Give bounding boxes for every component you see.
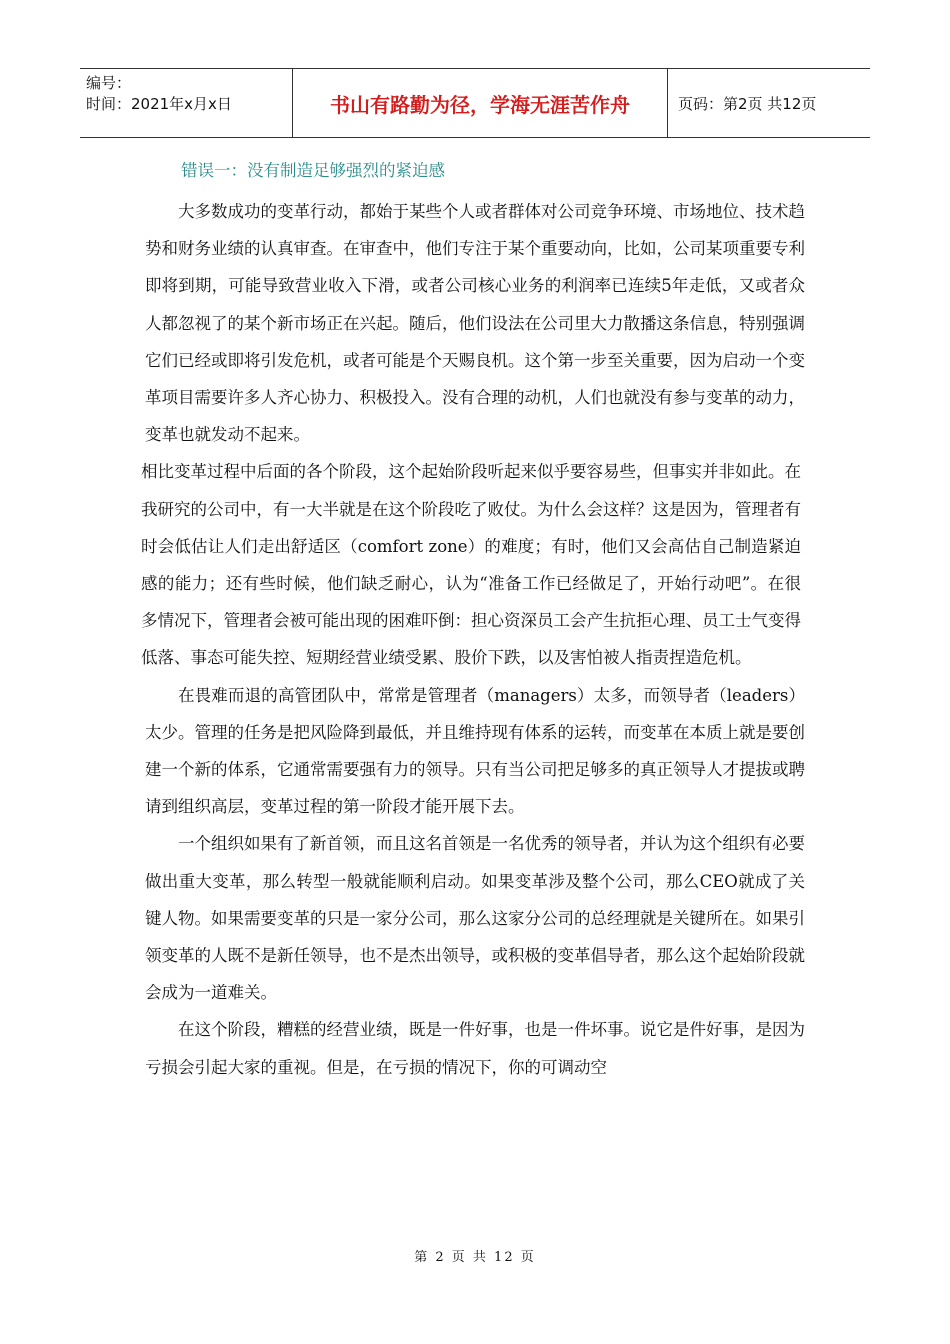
header-motto: 书山有路勤为径，学海无涯苦作舟 xyxy=(293,69,668,137)
paragraph-2: 相比变革过程中后面的各个阶段，这个起始阶段听起来似乎要容易些，但事实并非如此。在我研究的公司中，有一大半就是在这个阶段吃了败仗。为什么会这样？这是因为，管理者有时会低估让人们走出舒适区（comfort zone）的难度；有时，他们又会高估自己制造紧迫感的能力；还有些时候，他们缺乏耐心，认为“准备工作已经做足了，开始行动吧”。在很多情况下，管理者会被可能出现的困难吓倒：担心资深员工会产生抗拒心理、员工士气变得低落、事态可能失控、短期经营业绩受累、股价下跌，以及害怕被人指责捏造危机。 xyxy=(141,462,801,668)
header-page-info: 页码：第2页 共12页 xyxy=(678,94,817,113)
header-left-cell xyxy=(80,69,293,137)
document-number-label: 编号： xyxy=(86,74,132,92)
page-footer: 第 2 页 共 12 页 xyxy=(414,1250,536,1265)
paragraph-5: 在这个阶段，糟糕的经营业绩，既是一件好事，也是一件坏事。说它是件好事，是因为亏损会引起大家的重视。但是，在亏损的情况下，你的可调动空 xyxy=(145,1020,805,1077)
paragraph-4: 一个组织如果有了新首领，而且这名首领是一名优秀的领导者，并认为这个组织有必要做出重大变革，那么转型一般就能顺利启动。如果变革涉及整个公司，那么CEO就成了关键人物。如果需要变革的只是一家分公司，那么这家分公司的总经理就是关键所在。如果引领变革的人既不是新任领导，也不是杰出领导，或积极的变革倡导者，那么这个起始阶段就会成为一道难关。 xyxy=(145,834,805,1003)
document-time-label: 时间：2021年x月x日 xyxy=(86,95,232,113)
section-heading: 错误一：没有制造足够强烈的紧迫感 xyxy=(181,161,445,180)
paragraph-3: 在畏难而退的高管团队中，常常是管理者（managers）太多，而领导者（leaders）太少。管理的任务是把风险降到最低，并且维持现有体系的运转，而变革在本质上就是要创建一个新的体系，它通常需要强有力的领导。只有当公司把足够多的真正领导人才提拔或聘请到组织高层，变革过程的第一阶段才能开展下去。 xyxy=(145,685,805,817)
document-body xyxy=(141,155,805,1086)
page-header xyxy=(80,68,870,138)
paragraph-1: 大多数成功的变革行动，都始于某些个人或者群体对公司竞争环境、市场地位、技术趋势和财务业绩的认真审查。在审查中，他们专注于某个重要动向，比如，公司某项重要专利即将到期，可能导致营业收入下滑，或者公司核心业务的利润率已连续5年走低，又或者众人都忽视了的某个新市场正在兴起。随后，他们设法在公司里大力散播这条信息，特别强调它们已经或即将引发危机，或者可能是个天赐良机。这个第一步至关重要，因为启动一个变革项目需要许多人齐心协力、积极投入。没有合理的动机，人们也就没有参与变革的动力，变革也就发动不起来。 xyxy=(145,202,805,445)
